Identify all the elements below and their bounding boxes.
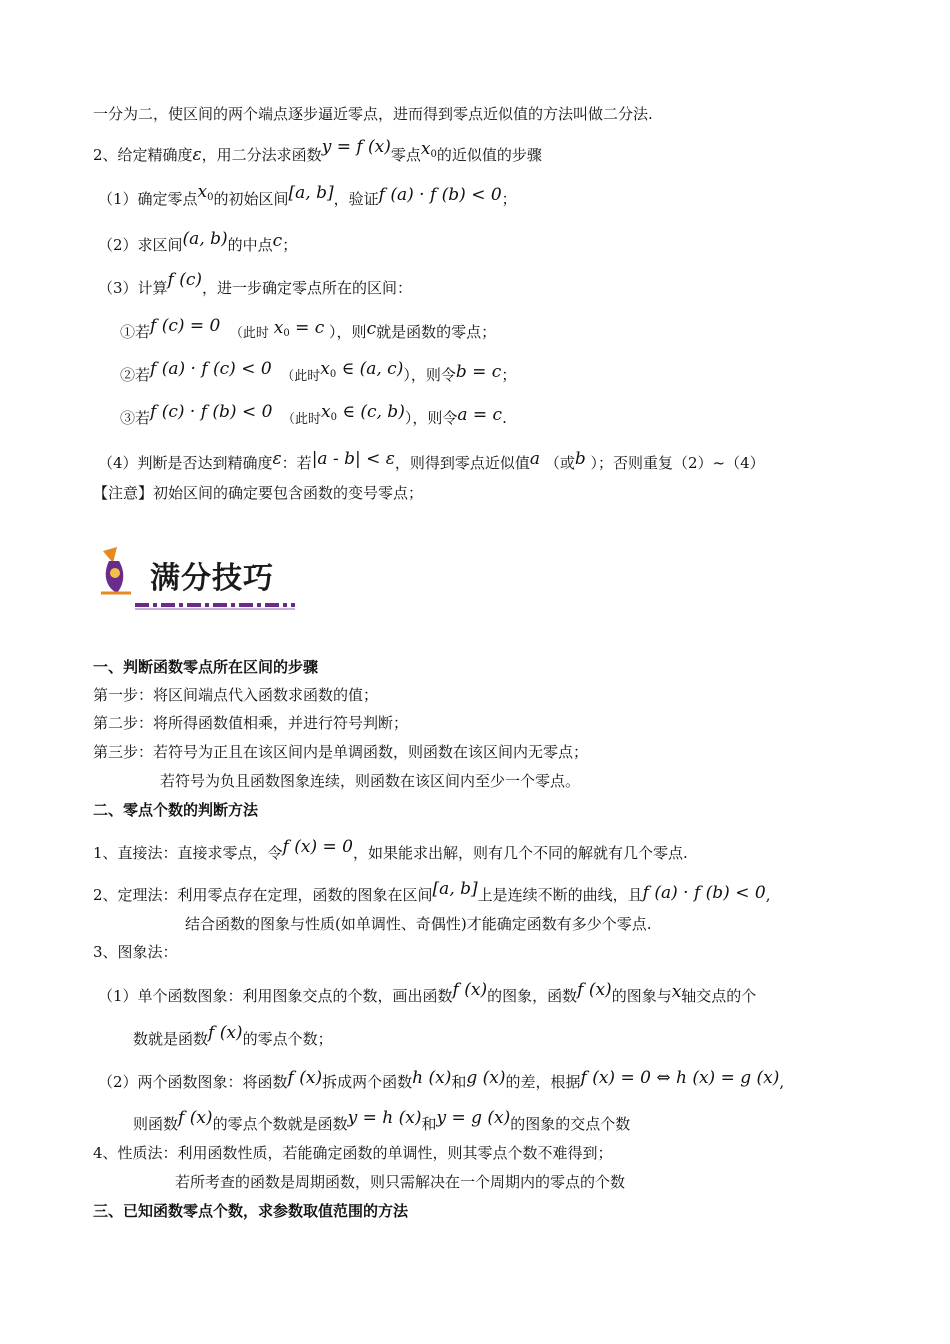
math-x0-in-cb: $x_0$ ∈ (c, b)	[320, 402, 405, 423]
sec1-p4: 若符号为负且函数图象连续，则函数在该区间内至少一个零点。	[160, 772, 581, 790]
sec2-g2-l2-text-b: 的零点个数就是函数	[212, 1115, 348, 1133]
case-3-text-b: （此时	[281, 412, 321, 427]
case-3-text-c: ），则令	[404, 409, 458, 427]
sec2-d2-text-c: ,	[765, 886, 771, 904]
sec2-g1-l2-text-a: 数就是函数	[133, 1030, 209, 1048]
sec2-g2	[98, 1068, 785, 1092]
case-1-text-c: ），则	[329, 323, 367, 341]
sec2-g2-l2-text-c: 和	[421, 1115, 437, 1133]
step-2-text-b: 的中点	[227, 236, 273, 254]
math-y-gx: y = g (x)	[436, 1108, 511, 1128]
step-3-text-a: （3）计算	[98, 279, 168, 297]
math-x0-eq-c: $x_0 = c$	[273, 318, 325, 339]
math-fa-fc-lt0: f (a) · f (c) < 0	[150, 359, 272, 379]
case-2-text-b: （此时	[281, 369, 321, 384]
sec2-d2-text-b: 上是连续不断的曲线，且	[477, 886, 643, 904]
steps-title-a: 2、给定精确度	[93, 146, 193, 164]
sec1-p1: 第一步：将区间端点代入函数求函数的值；	[93, 686, 379, 704]
math-abs-ab: |a - b| < ε	[311, 449, 395, 469]
steps-title-d: 的近似值的步骤	[436, 146, 542, 164]
math-fc: f (c)	[167, 270, 203, 290]
math-ab-closed: [a, b]	[288, 183, 334, 203]
section-badge	[95, 543, 300, 613]
sec2-g2-text-e: ,	[779, 1073, 785, 1091]
math-epsilon-b: ε	[272, 449, 282, 469]
sec2-g2-l2-text-d: 的图象的交点个数	[510, 1115, 631, 1133]
step-1-text-b: 的初始区间	[213, 190, 289, 208]
sec2-g1-line2	[133, 1023, 333, 1049]
sec2-d1-text-a: 1、直接法：直接求零点，令	[93, 844, 283, 862]
sec2-g1-text-a: （1）单个函数图象：利用图象交点的个数，画出函数	[98, 987, 453, 1005]
sec2-g1-text-d: 轴交点的个	[681, 987, 757, 1005]
case-2-text-d: ；	[501, 366, 517, 384]
math-fa-fb-lt0: f (a) · f (b) < 0	[378, 185, 502, 205]
math-y-fx: y = f (x)	[321, 137, 391, 157]
math-x: x	[671, 982, 682, 1002]
sec2-g1	[98, 980, 757, 1006]
case-1	[120, 316, 497, 348]
math-fx-e: f (x)	[178, 1108, 213, 1128]
sec2-d4: 4、性质法：利用函数性质，若能确定函数的单调性，则其零点个数不难得到；	[93, 1144, 613, 1162]
case-2-text-c: ），则令	[403, 366, 456, 384]
steps-title-c: 零点	[390, 146, 421, 164]
math-x0-in-ac: $x_0$ ∈ (a, c)	[320, 359, 404, 380]
step-1-text-c: ，验证	[333, 190, 379, 208]
sec2-g1-text-c: 的图象与	[611, 987, 672, 1005]
case-3-text-a: ③若	[120, 409, 151, 427]
intro-line: 一分为二，使区间的两个端点逐步逼近零点，进而得到零点近似值的方法叫做二分法.	[93, 105, 653, 123]
sec2-heading: 二、零点个数的判断方法	[93, 801, 259, 819]
step-2	[98, 229, 298, 255]
math-equiv: f (x) = 0 ⇔ h (x) = g (x)	[580, 1068, 780, 1088]
sec1-heading: 一、判断函数零点所在区间的步骤	[93, 658, 319, 676]
note	[93, 483, 423, 503]
sec1-p3: 第三步：若符号为正且在该区间内是单调函数，则函数在该区间内无零点；	[93, 743, 589, 761]
sec2-g1-l2-text-b: 的零点个数；	[242, 1030, 333, 1048]
step-4	[98, 449, 765, 473]
step-4-text-c: ，则得到零点近似值	[394, 454, 530, 472]
steps-title	[93, 137, 542, 171]
math-fx-d: f (x)	[287, 1068, 323, 1088]
math-a-eq-c: a = c	[457, 405, 503, 425]
sec2-d1-text-b: ，如果能求出解，则有几个不同的解就有几个零点.	[352, 844, 688, 862]
case-1-text-a: ①若	[120, 323, 151, 341]
case-2	[120, 359, 517, 391]
math-ab-open: (a, b)	[182, 229, 228, 249]
math-fx-a: f (x)	[452, 980, 488, 1000]
sec2-g2-l2-text-a: 则函数	[133, 1115, 179, 1133]
sec2-d2-text-a: 2、定理法：利用零点存在定理，函数的图象在区间	[93, 886, 433, 904]
steps-title-b: ，用二分法求函数	[201, 146, 322, 164]
step-3	[98, 270, 413, 298]
note-tag: 【注意】	[93, 484, 154, 502]
math-fa-fb-lt0-b: f (a) · f (b) < 0	[642, 883, 766, 903]
step-4-text-a: （4）判断是否达到精确度	[98, 454, 273, 472]
sec3-heading: 三、已知函数零点个数，求参数取值范围的方法	[93, 1202, 409, 1220]
case-2-text-a: ②若	[120, 366, 151, 384]
math-c-b: c	[366, 319, 377, 339]
math-b: b	[574, 449, 586, 469]
step-4-text-b: ：若	[281, 454, 312, 472]
step-1	[98, 182, 517, 215]
case-3-text-d: .	[502, 409, 507, 427]
math-ab-closed-b: [a, b]	[432, 879, 478, 899]
step-3-text-b: ，进一步确定零点所在的区间：	[202, 279, 413, 297]
badge-face-icon	[110, 568, 120, 578]
math-fx-c: f (x)	[208, 1023, 243, 1043]
case-1-text-d: 就是函数的零点；	[376, 323, 497, 341]
math-b-eq-c: b = c	[455, 362, 502, 382]
math-y-hx: y = h (x)	[347, 1108, 422, 1128]
math-hx: h (x)	[412, 1068, 452, 1088]
case-1-text-b: （此时	[229, 326, 269, 341]
badge-title: 满分技巧	[150, 561, 274, 596]
math-epsilon: ε	[192, 145, 202, 165]
step-1-text-d: ；	[501, 190, 517, 208]
sec2-g2-text-a: （2）两个函数图象：将函数	[98, 1073, 288, 1091]
case-3	[120, 402, 507, 434]
math-gx: g (x)	[466, 1068, 506, 1088]
step-1-text-a: （1）确定零点	[98, 190, 198, 208]
sec2-d2-line2: 结合函数的图象与性质(如单调性、奇偶性)才能确定函数有多少个零点.	[185, 915, 652, 933]
step-2-text-a: （2）求区间	[98, 236, 183, 254]
note-text: 初始区间的确定要包含函数的变号零点；	[153, 484, 424, 502]
math-fc-fb-lt0: f (c) · f (b) < 0	[150, 402, 273, 422]
sec2-d4-line2: 若所考查的函数是周期函数，则只需解决在一个周期内的零点的个数	[175, 1173, 626, 1191]
badge-flag-icon	[103, 547, 117, 563]
sec2-d1	[93, 837, 688, 863]
math-fx-b: f (x)	[577, 980, 612, 1000]
math-fc-eq0: f (c) = 0	[150, 316, 221, 336]
step-2-text-c: ；	[282, 236, 298, 254]
sec2-g2-line2	[133, 1108, 631, 1134]
math-x0-b: $x_0$	[197, 182, 214, 203]
math-fx-eq0: f (x) = 0	[282, 837, 353, 857]
step-4-text-d: （或	[544, 454, 575, 472]
sec2-g2-text-b: 拆成两个函数	[322, 1073, 413, 1091]
step-4-text-e: ）；否则重复（2）~（4）	[590, 454, 765, 472]
math-a: a	[529, 449, 541, 469]
sec2-g2-text-d: 的差，根据	[505, 1073, 581, 1091]
sec2-g1-text-b: 的图象，函数	[487, 987, 578, 1005]
sec2-d2	[93, 879, 771, 905]
sec2-d3: 3、图象法：	[93, 943, 178, 961]
sec1-p2: 第二步：将所得函数值相乘，并进行符号判断；	[93, 714, 409, 732]
math-x0: $x_0$	[420, 139, 437, 160]
sec2-g2-text-c: 和	[451, 1073, 467, 1091]
math-c: c	[272, 231, 283, 251]
